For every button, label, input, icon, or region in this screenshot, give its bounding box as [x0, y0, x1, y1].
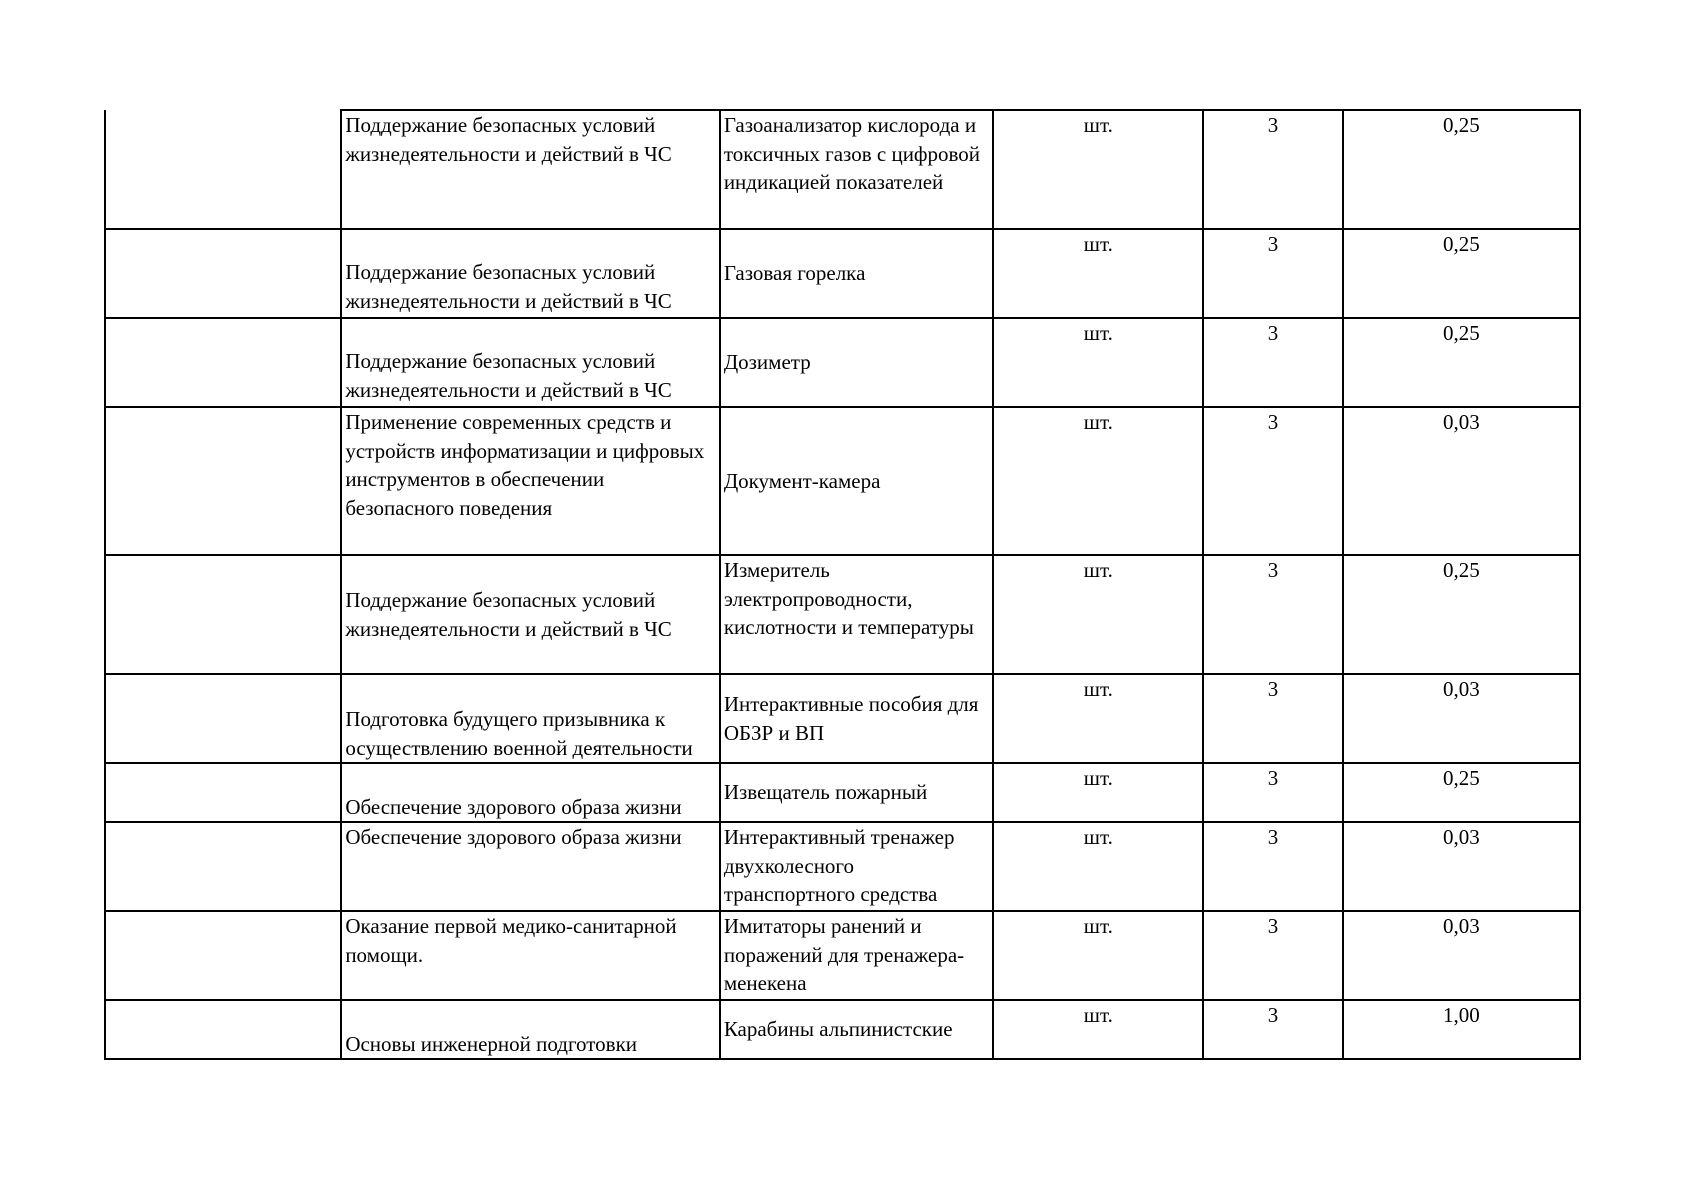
item-cell: Интерактивный тренажер двухколесного транспортного средства [720, 822, 993, 911]
table-row [105, 763, 1580, 822]
unit-cell: шт. [993, 407, 1203, 555]
unit-cell: шт. [993, 674, 1203, 763]
qty-cell: 3 [1203, 822, 1342, 911]
coef-cell: 0,25 [1343, 110, 1580, 229]
table-row [105, 674, 1580, 763]
equipment-table [104, 109, 1581, 1060]
table-row [105, 1000, 1580, 1059]
item-cell: Измеритель электропроводности, кислотности и температуры [720, 555, 993, 674]
qty-cell: 3 [1203, 911, 1342, 1000]
section-cell: Оказание первой медико-санитарной помощи. [341, 911, 720, 1000]
unit-cell: шт. [993, 1000, 1203, 1059]
table-row [105, 555, 1580, 674]
table-row [105, 318, 1580, 407]
unit-cell: шт. [993, 763, 1203, 822]
item-cell: Документ-камера [720, 407, 993, 555]
section-cell: Обеспечение здорового образа жизни [341, 763, 720, 822]
table-row [105, 911, 1580, 1000]
table-row [105, 110, 1580, 229]
row-number-cell [105, 555, 341, 674]
unit-cell: шт. [993, 318, 1203, 407]
row-number-cell [105, 110, 341, 229]
coef-cell: 0,03 [1343, 911, 1580, 1000]
row-number-cell [105, 407, 341, 555]
section-cell: Поддержание безопасных условий жизнедеятельности и действий в ЧС [341, 555, 720, 674]
coef-cell: 0,03 [1343, 822, 1580, 911]
section-cell: Подготовка будущего призывника к осуществлению военной деятельности [341, 674, 720, 763]
item-cell: Карабины альпинистские [720, 1000, 993, 1059]
row-number-cell [105, 911, 341, 1000]
row-number-cell [105, 822, 341, 911]
section-cell: Обеспечение здорового образа жизни [341, 822, 720, 911]
row-number-cell [105, 318, 341, 407]
qty-cell: 3 [1203, 407, 1342, 555]
coef-cell: 0,25 [1343, 318, 1580, 407]
qty-cell: 3 [1203, 1000, 1342, 1059]
section-cell: Поддержание безопасных условий жизнедеятельности и действий в ЧС [341, 110, 720, 229]
qty-cell: 3 [1203, 229, 1342, 318]
item-cell: Извещатель пожарный [720, 763, 993, 822]
unit-cell: шт. [993, 911, 1203, 1000]
table-row [105, 407, 1580, 555]
qty-cell: 3 [1203, 110, 1342, 229]
item-cell: Имитаторы ранений и поражений для тренажера-менекена [720, 911, 993, 1000]
item-cell: Дозиметр [720, 318, 993, 407]
row-number-cell [105, 674, 341, 763]
coef-cell: 0,25 [1343, 229, 1580, 318]
unit-cell: шт. [993, 110, 1203, 229]
coef-cell: 0,03 [1343, 674, 1580, 763]
qty-cell: 3 [1203, 763, 1342, 822]
unit-cell: шт. [993, 229, 1203, 318]
unit-cell: шт. [993, 822, 1203, 911]
row-number-cell [105, 1000, 341, 1059]
section-cell: Поддержание безопасных условий жизнедеятельности и действий в ЧС [341, 229, 720, 318]
row-number-cell [105, 763, 341, 822]
item-cell: Газовая горелка [720, 229, 993, 318]
table-row [105, 229, 1580, 318]
table-row [105, 822, 1580, 911]
coef-cell: 1,00 [1343, 1000, 1580, 1059]
coef-cell: 0,25 [1343, 555, 1580, 674]
qty-cell: 3 [1203, 318, 1342, 407]
qty-cell: 3 [1203, 674, 1342, 763]
section-cell: Основы инженерной подготовки [341, 1000, 720, 1059]
qty-cell: 3 [1203, 555, 1342, 674]
unit-cell: шт. [993, 555, 1203, 674]
section-cell: Поддержание безопасных условий жизнедеятельности и действий в ЧС [341, 318, 720, 407]
row-number-cell [105, 229, 341, 318]
coef-cell: 0,25 [1343, 763, 1580, 822]
item-cell: Интерактивные пособия для ОБЗР и ВП [720, 674, 993, 763]
item-cell: Газоанализатор кислорода и токсичных газов с цифровой индикацией показателей [720, 110, 993, 229]
section-cell: Применение современных средств и устройств информатизации и цифровых инструментов в обеспечении безопасного поведения [341, 407, 720, 555]
coef-cell: 0,03 [1343, 407, 1580, 555]
